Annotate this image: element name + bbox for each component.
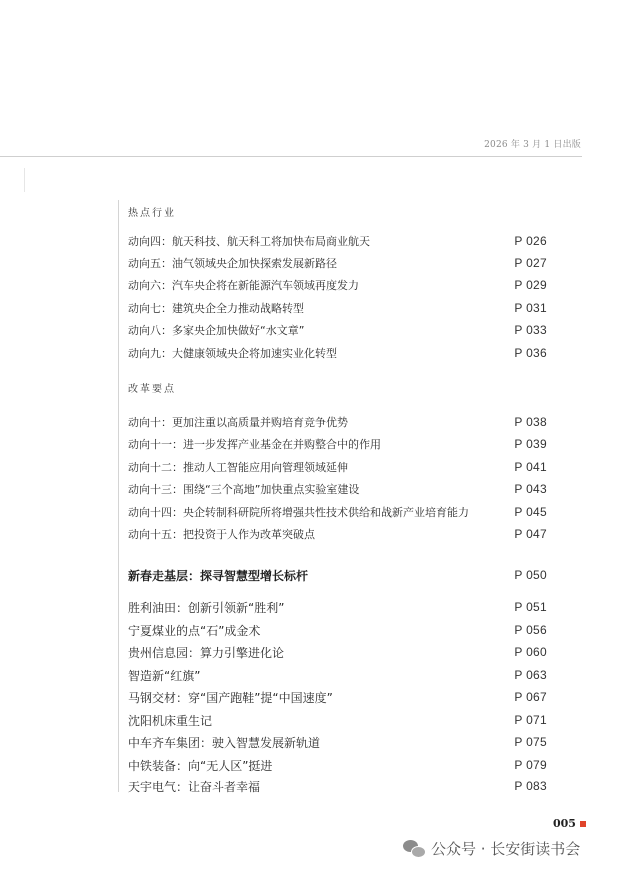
toc-row-feature-heading[interactable]: [128, 566, 547, 584]
toc-row[interactable]: [128, 711, 547, 729]
toc-page: P 063: [514, 668, 547, 682]
toc-row[interactable]: [128, 254, 547, 272]
toc-title: 动向七：建筑央企全力推动战略转型: [128, 302, 304, 315]
header-rule: [0, 156, 582, 157]
page-number-accent: [580, 821, 586, 827]
section-title-reform-points: 改革要点: [128, 384, 176, 395]
toc-title: 动向八：多家央企加快做好“水文章”: [128, 324, 305, 337]
toc-title: 马钢交材：穿“国产跑鞋”提“中国速度”: [128, 690, 333, 705]
toc-title: 智造新“红旗”: [128, 668, 201, 683]
toc-row[interactable]: [128, 688, 547, 706]
wechat-icon: [403, 839, 425, 859]
toc-page: P 075: [514, 735, 547, 749]
toc-page: P 045: [514, 505, 547, 519]
toc-title: 动向五：油气领域央企加快探索发展新路径: [128, 257, 337, 270]
toc-row[interactable]: [128, 666, 547, 684]
toc-page: P 079: [514, 758, 547, 772]
toc-page: P 083: [514, 779, 547, 793]
toc-row[interactable]: [128, 299, 547, 317]
toc-page: P 029: [514, 278, 547, 292]
toc-title: 中铁装备：向“无人区”挺进: [128, 758, 273, 773]
toc-title: 动向四：航天科技、航天科工将加快布局商业航天: [128, 235, 370, 248]
toc-row[interactable]: [128, 756, 547, 774]
margin-mark: [24, 168, 25, 192]
toc-row[interactable]: [128, 435, 547, 453]
toc-page: P 041: [514, 460, 547, 474]
toc-title: 中车齐车集团：驶入智慧发展新轨道: [128, 735, 321, 750]
toc-row[interactable]: [128, 321, 547, 339]
toc-page: P 047: [514, 527, 547, 541]
section-title-hot-industries: 热点行业: [128, 208, 176, 219]
toc-row[interactable]: [128, 525, 547, 543]
toc-page: P 026: [514, 234, 547, 248]
page-number-text: 005: [553, 817, 576, 830]
toc-page: P 071: [514, 713, 547, 727]
toc-page: P 027: [514, 256, 547, 270]
header-date: 2026 年 3 月 1 日出版: [484, 140, 581, 150]
toc-page: P 033: [514, 323, 547, 337]
toc-page: P 038: [514, 415, 547, 429]
toc-page: P 036: [514, 346, 547, 360]
toc-page: P 051: [514, 600, 547, 614]
toc-page: P 039: [514, 437, 547, 451]
watermark-text: 公众号 · 长安街读书会: [431, 840, 581, 858]
toc-title: 动向九：大健康领域央企将加速实业化转型: [128, 347, 337, 360]
toc-row[interactable]: [128, 480, 547, 498]
toc-page: P 067: [514, 690, 547, 704]
feature-page: P 050: [514, 568, 547, 582]
toc-row[interactable]: [128, 344, 547, 362]
toc-title: 动向十五：把投资于人作为改革突破点: [128, 528, 315, 541]
toc-page: P 031: [514, 301, 547, 315]
toc-row[interactable]: [128, 232, 547, 250]
watermark: [403, 838, 580, 859]
toc-title: 动向十：更加注重以高质量并购培育竞争优势: [128, 416, 348, 429]
toc-title: 动向六：汽车央企将在新能源汽车领域再度发力: [128, 279, 359, 292]
toc-title: 动向十三：围绕“三个高地”加快重点实验室建设: [128, 483, 360, 496]
toc-page: P 060: [514, 645, 547, 659]
toc-row[interactable]: [128, 733, 547, 751]
toc-title: 动向十一：进一步发挥产业基金在并购整合中的作用: [128, 438, 381, 451]
toc-row[interactable]: [128, 598, 547, 616]
toc-row[interactable]: [128, 777, 547, 795]
toc-page: P 056: [514, 623, 547, 637]
toc-title: 天宇电气：让奋斗者幸福: [128, 779, 261, 794]
toc-page: P 043: [514, 482, 547, 496]
toc-row[interactable]: [128, 458, 547, 476]
toc-title: 宁夏煤业的点“石”成金术: [128, 623, 261, 638]
toc-title: 动向十四：央企转制科研院所将增强共性技术供给和战新产业培育能力: [128, 506, 469, 519]
toc-title: 贵州信息园：算力引擎进化论: [128, 645, 285, 660]
toc-row[interactable]: [128, 503, 547, 521]
toc-title: 胜利油田：创新引领新“胜利”: [128, 600, 285, 615]
left-rule: [118, 200, 119, 792]
toc-row[interactable]: [128, 276, 547, 294]
toc-row[interactable]: [128, 413, 547, 431]
toc-row[interactable]: [128, 621, 547, 639]
toc-row[interactable]: [128, 643, 547, 661]
feature-title: 新春走基层：探寻智慧型增长标杆: [128, 568, 309, 583]
page-number: [553, 817, 586, 830]
toc-title: 动向十二：推动人工智能应用向管理领域延伸: [128, 461, 348, 474]
toc-title: 沈阳机床重生记: [128, 713, 213, 728]
